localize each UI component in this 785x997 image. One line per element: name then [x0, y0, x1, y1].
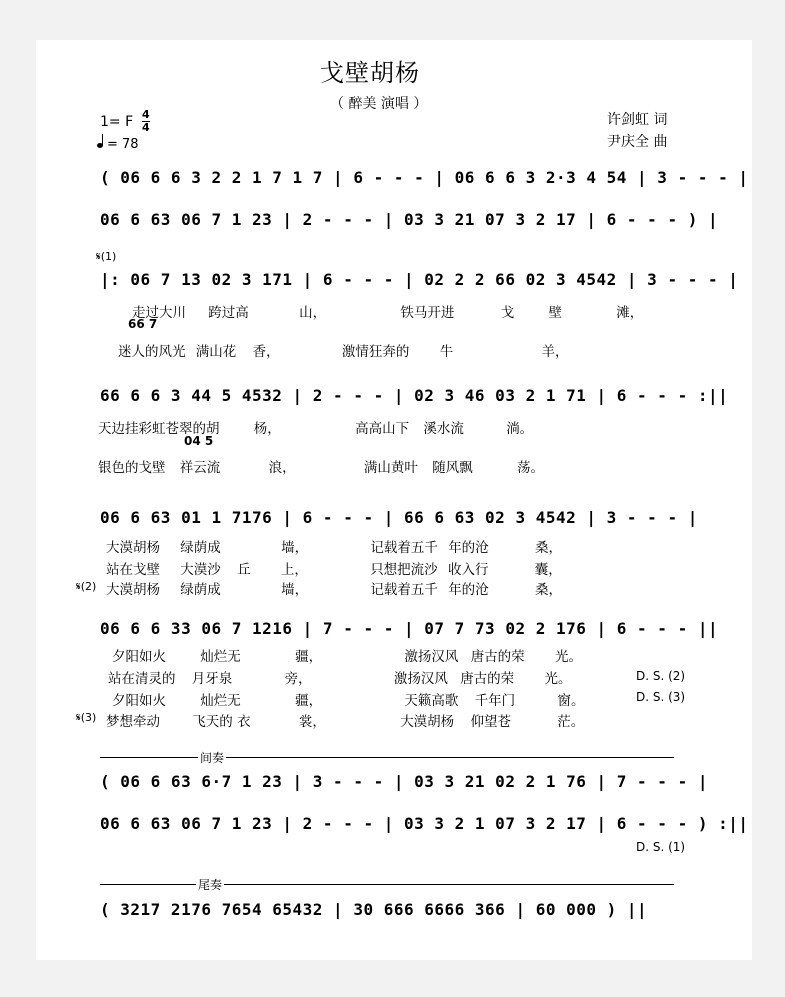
lyric: 灿烂无: [200, 649, 241, 665]
time-top: 4: [142, 108, 150, 121]
tempo-value: = 78: [107, 137, 139, 152]
lyric: 墙，: [281, 582, 309, 598]
lyrics-1b: [118, 340, 568, 360]
lyric: 唐古的荣: [470, 649, 525, 665]
lyric: 疆，: [295, 693, 323, 709]
lyric: 随风飘: [432, 460, 473, 476]
lyric: 飞天的 衣: [192, 714, 251, 730]
lyric: 梦想牵动: [106, 714, 160, 730]
ds-3: D. S. (3): [636, 690, 686, 704]
staff-line-5: 06 6 63 01 1 7176 | 6 - - - | 66 6 63 02 3 4542 | 3 - - - |: [100, 508, 698, 527]
tempo: [97, 134, 139, 152]
lyric: 浪，: [268, 460, 296, 476]
lyrics-2b: [98, 456, 544, 476]
staff-line-9: ( 3217 2176 7654 65432 | 30 666 6666 366 | 60 000 ) ||: [100, 900, 648, 919]
lyric: 绿荫成: [180, 540, 221, 556]
segno-2: 𝄋(2): [76, 580, 97, 593]
lyric: 香，: [252, 344, 280, 360]
lyric: 牛: [439, 344, 454, 360]
lyric: 唐古的荣: [460, 671, 515, 687]
staff-line-7: ( 06 6 63 6·7 1 23 | 3 - - - | 03 3 21 02 2 1 76 | 7 - - - |: [100, 772, 708, 791]
staff-line-6: 06 6 6 33 06 7 1216 | 7 - - - | 07 7 73 02 2 176 | 6 - - - ||: [100, 619, 719, 638]
lyric: 羊，: [541, 344, 569, 360]
lyric: 丘: [237, 562, 251, 578]
lyric: 满山黄叶: [363, 460, 418, 476]
lyric: 戈: [500, 305, 515, 321]
lyric: 天籁高歌: [404, 693, 459, 709]
lyric: 收入行: [447, 562, 489, 578]
lyric: 裳，: [298, 714, 326, 730]
lyric: 激扬汉风: [404, 649, 459, 665]
lyric: 铁马开进: [400, 305, 455, 321]
staff-line-3: |: 06 7 13 02 3 171 | 6 - - - | 02 2 2 66 02 3 4542 | 3 - - - |: [100, 270, 739, 289]
lyric: 滩，: [616, 305, 644, 321]
segno-3: 𝄋(3): [76, 711, 97, 724]
lyric: 疆，: [295, 649, 323, 665]
quarter-note-icon: [97, 134, 105, 148]
lyrics-3a: [106, 536, 562, 556]
lyric: 窗。: [557, 693, 585, 709]
lyric: 大漠胡杨: [106, 582, 160, 598]
lyric: 年的沧: [448, 540, 489, 556]
lyric: 天边挂彩虹苍翠的胡: [98, 421, 220, 437]
lyric: 高高山下: [355, 421, 410, 437]
lyrics-1a: [132, 301, 643, 321]
lyric: 只想把流沙: [370, 562, 438, 578]
ds-1: D. S. (1): [636, 840, 686, 854]
lyric: 光。: [544, 671, 572, 687]
outro-label: 尾奏: [198, 878, 223, 892]
lyric: 跨过高: [208, 305, 249, 321]
lyricist: 许剑虹 词: [607, 112, 668, 128]
staff-line-4: 66 6 6 3 44 5 4532 | 2 - - - | 02 3 46 03 2 1 71 | 6 - - - :||: [100, 386, 729, 405]
ds-2: D. S. (2): [636, 669, 686, 683]
alt-notes-1: 66 7: [128, 317, 158, 331]
lyric: 绿荫成: [180, 582, 221, 598]
staff-line-1: ( 06 6 6 3 2 2 1 7 1 7 | 6 - - - | 06 6 6 3 2·3 4 54 | 3 - - - |: [100, 168, 749, 187]
lyric: 大漠胡杨: [106, 540, 160, 556]
interlude-rule: [100, 757, 674, 758]
key-signature: 1= F: [100, 114, 134, 130]
lyric: 银色的戈壁: [98, 460, 166, 476]
lyric: 旁，: [284, 671, 312, 687]
segno-1: 𝄋(1): [96, 250, 117, 263]
time-signature: [142, 109, 150, 134]
lyric: 祥云流: [179, 460, 221, 476]
lyric: 记载着五千: [370, 582, 438, 598]
interlude-label: 间奏: [200, 751, 225, 765]
lyric: 激情狂奔的: [341, 344, 410, 360]
lyrics-3b: [106, 558, 562, 578]
lyric: 夕阳如火: [112, 693, 166, 709]
lyric: 灿烂无: [200, 693, 241, 709]
lyric: 荡。: [516, 460, 544, 476]
lyric: 千年门: [474, 693, 516, 709]
lyric: 激扬汉风: [393, 671, 448, 687]
lyrics-4d: [106, 710, 584, 730]
staff-line-8: 06 6 63 06 7 1 23 | 2 - - - | 03 3 2 1 07 3 2 17 | 6 - - - ) :||: [100, 814, 749, 833]
lyric: 年的沧: [448, 582, 489, 598]
composer: 尹庆全 曲: [607, 134, 668, 150]
lyric: 仰望苍: [470, 714, 511, 730]
lyrics-2a: [98, 417, 533, 437]
lyric: 站在戈壁: [106, 562, 160, 578]
lyric: 囊，: [534, 562, 562, 578]
lyric: 壁: [548, 305, 562, 321]
lyric: 记载着五千: [370, 540, 438, 556]
lyric: 走过大川: [132, 305, 186, 321]
lyric: 迷人的风光: [118, 344, 186, 360]
lyric: 桑，: [534, 540, 562, 556]
lyric: 桑，: [534, 582, 562, 598]
lyric: 茫。: [557, 714, 585, 730]
lyric: 杨，: [253, 421, 281, 437]
lyric: 大漠胡杨: [400, 714, 455, 730]
outro-rule: [100, 884, 674, 885]
lyric: 月牙泉: [191, 671, 233, 687]
lyrics-3c: [106, 578, 562, 598]
lyric: 淌。: [506, 421, 534, 437]
lyrics-4a: [112, 645, 582, 665]
lyric: 满山花: [195, 344, 237, 360]
lyric: 站在清灵的: [108, 671, 176, 687]
lyrics-4c: [112, 689, 584, 709]
song-title: 戈壁胡杨: [320, 59, 420, 87]
lyric: 溪水流: [423, 421, 464, 437]
lyric: 光。: [554, 649, 582, 665]
staff-line-2: 06 6 63 06 7 1 23 | 2 - - - | 03 3 21 07 3 2 17 | 6 - - - ) |: [100, 210, 719, 229]
lyrics-4b: [108, 667, 571, 687]
time-bottom: 4: [142, 121, 150, 134]
lyric: 大漠沙: [180, 562, 221, 578]
lyric: 山，: [299, 305, 327, 321]
lyric: 上，: [280, 562, 308, 578]
lyric: 墙，: [281, 540, 309, 556]
lyric: 夕阳如火: [112, 649, 166, 665]
singer: （ 醉美 演唱 ）: [330, 96, 428, 112]
alt-notes-2: 04 5: [184, 434, 214, 448]
